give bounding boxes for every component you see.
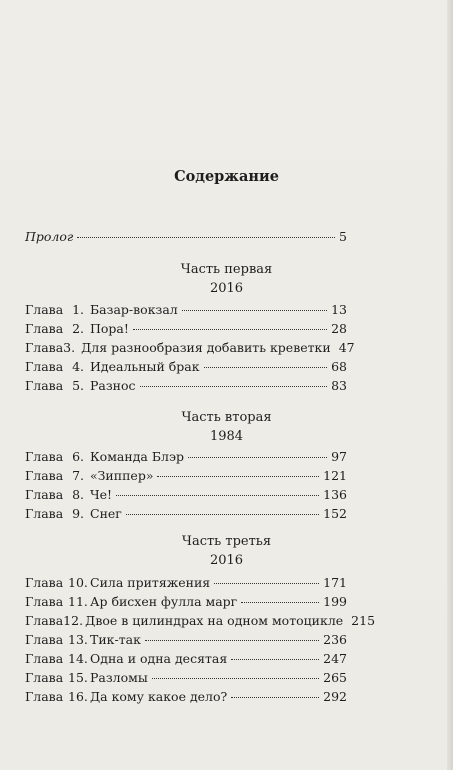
- chapter-word: Глава: [25, 359, 64, 374]
- page-number: 5: [339, 229, 347, 244]
- toc-entry: [25, 300, 347, 319]
- toc-entry: [25, 687, 347, 706]
- chapter-number: 9.: [72, 506, 84, 521]
- chapter-word: Глава: [25, 449, 64, 464]
- chapter-word: Глава: [25, 487, 64, 502]
- toc-entry: [25, 376, 347, 395]
- chapter-number: 1.: [72, 302, 84, 317]
- leader-dots: [152, 678, 319, 679]
- chapter-word: Глава: [25, 651, 64, 666]
- chapter-title: Одна и одна десятая: [90, 651, 228, 666]
- chapter-number: 15.: [68, 670, 88, 685]
- leader-dots: [116, 495, 319, 496]
- page-edge: [447, 0, 453, 770]
- chapter-number: 6.: [72, 449, 84, 464]
- toc-entry: [25, 466, 347, 485]
- page-number: 236: [323, 632, 347, 647]
- chapter-title: Для разнообразия добавить креветки: [81, 340, 331, 355]
- leader-dots: [126, 514, 319, 515]
- toc-entry: [25, 504, 347, 523]
- chapter-title: Че!: [90, 487, 113, 502]
- chapter-word: Глава: [25, 575, 64, 590]
- chapter-word: Глава: [25, 321, 64, 336]
- part-heading: Часть вторая: [181, 410, 272, 425]
- page-number: 292: [323, 689, 347, 704]
- chapter-title: Тик-так: [90, 632, 141, 647]
- leader-dots: [204, 367, 328, 368]
- page-number: 47: [338, 340, 355, 355]
- page-number: 121: [323, 468, 347, 483]
- chapter-number: 14.: [68, 651, 88, 666]
- toc-entry: [25, 338, 355, 357]
- leader-dots: [145, 640, 319, 641]
- chapter-word: Глава: [25, 506, 64, 521]
- chapter-number: 10.: [68, 575, 88, 590]
- leader-dots: [182, 310, 327, 311]
- chapter-word: Глава: [25, 378, 64, 393]
- toc-entry: [25, 447, 347, 466]
- contents-title: Содержание: [174, 168, 279, 185]
- chapter-title: Двое в цилиндрах на одном мотоцикле: [85, 613, 344, 628]
- chapter-number: 2.: [72, 321, 84, 336]
- chapter-title: Ар бисхен фулла марг: [90, 594, 238, 609]
- prologue-label: Пролог: [25, 229, 74, 244]
- chapter-number: 7.: [72, 468, 84, 483]
- chapter-title: Сила притяжения: [90, 575, 211, 590]
- chapter-number: 3.: [63, 340, 76, 355]
- chapter-word: Глава: [25, 632, 64, 647]
- chapter-title: «Зиппер»: [90, 468, 154, 483]
- chapter-number: 13.: [68, 632, 88, 647]
- chapter-word: Глава: [25, 613, 64, 628]
- chapter-number: 4.: [72, 359, 84, 374]
- page-number: 97: [331, 449, 347, 464]
- page-number: 265: [323, 670, 347, 685]
- chapter-title: Пора!: [90, 321, 129, 336]
- chapter-title: Разнос: [90, 378, 136, 393]
- page-number: 28: [331, 321, 347, 336]
- chapter-number: 12.: [63, 613, 84, 628]
- part-year: 2016: [209, 553, 244, 568]
- page-number: 68: [331, 359, 347, 374]
- chapter-number: 11.: [68, 594, 88, 609]
- leader-dots: [157, 476, 319, 477]
- toc-entry: [25, 592, 347, 611]
- leader-dots: [188, 457, 327, 458]
- leader-dots: [231, 697, 319, 698]
- part-heading: Часть первая: [180, 262, 273, 277]
- leader-dots: [133, 329, 327, 330]
- part-heading: Часть третья: [181, 534, 272, 549]
- toc-entry: [25, 319, 347, 338]
- chapter-word: Глава: [25, 670, 64, 685]
- chapter-number: 8.: [72, 487, 84, 502]
- part-year: 2016: [209, 281, 244, 296]
- leader-dots: [231, 659, 319, 660]
- chapter-title: Базар-вокзал: [90, 302, 178, 317]
- chapter-word: Глава: [25, 594, 64, 609]
- toc-entry: [25, 668, 347, 687]
- page-number: 152: [323, 506, 347, 521]
- leader-dots: [214, 583, 319, 584]
- page-number: 171: [323, 575, 347, 590]
- toc-entry: [25, 573, 347, 592]
- chapter-number: 5.: [72, 378, 84, 393]
- leader-dots: [77, 237, 335, 238]
- toc-entry: [25, 649, 347, 668]
- chapter-word: Глава: [25, 689, 64, 704]
- page-number: 199: [323, 594, 347, 609]
- chapter-title: Идеальный брак: [90, 359, 200, 374]
- toc-entry-prologue: [25, 227, 347, 246]
- chapter-number: 16.: [68, 689, 88, 704]
- leader-dots: [241, 602, 319, 603]
- page-number: 83: [331, 378, 347, 393]
- chapter-word: Глава: [25, 302, 64, 317]
- page-number: 247: [323, 651, 347, 666]
- toc-entry: [25, 630, 347, 649]
- chapter-title: Разломы: [90, 670, 148, 685]
- page-number: 215: [351, 613, 376, 628]
- chapter-title: Да кому какое дело?: [90, 689, 228, 704]
- chapter-title: Снег: [90, 506, 122, 521]
- chapter-word: Глава: [25, 340, 64, 355]
- toc-entry: [25, 611, 376, 630]
- toc-entry: [25, 485, 347, 504]
- page-number: 136: [323, 487, 347, 502]
- chapter-title: Команда Блэр: [90, 449, 184, 464]
- chapter-word: Глава: [25, 468, 64, 483]
- toc-entry: [25, 357, 347, 376]
- leader-dots: [140, 386, 328, 387]
- page-number: 13: [331, 302, 347, 317]
- part-year: 1984: [209, 429, 244, 444]
